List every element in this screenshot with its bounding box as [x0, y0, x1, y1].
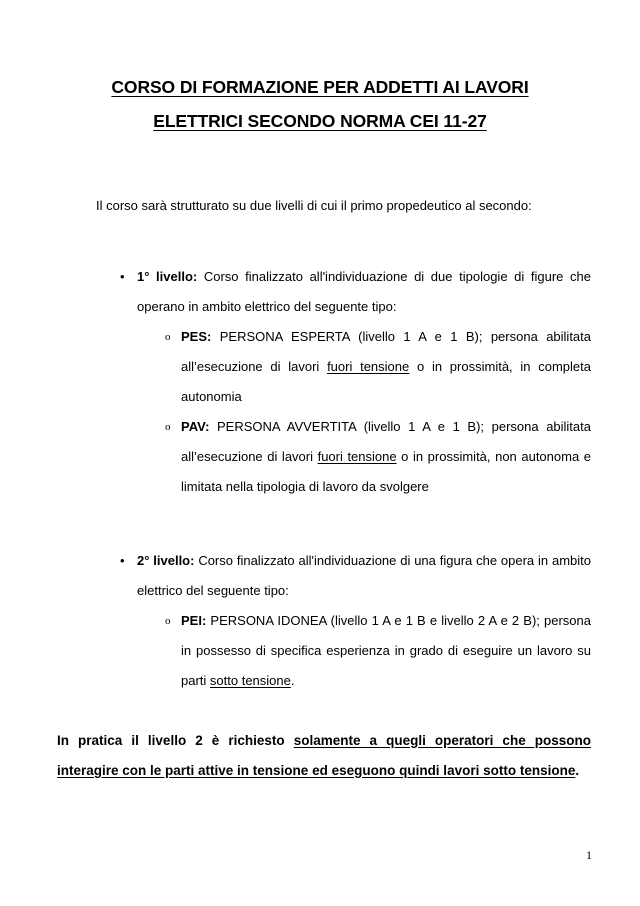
page-title-line-2: ELETTRICI SECONDO NORMA CEI 11-27	[153, 111, 487, 131]
bullet-dot-icon: •	[120, 269, 125, 284]
bullet-circle-icon: o	[165, 331, 171, 343]
bullet-circle-icon: o	[165, 421, 171, 433]
closing-text-plain: In pratica il livello 2 è richiesto	[57, 732, 294, 748]
bullet-item-level-1	[120, 262, 591, 322]
underlined-term-sotto-tensione-pei: sotto tensione	[209, 673, 291, 688]
page-number: 1	[586, 848, 592, 862]
underlined-term-fuori-tensione-pav: fuori tensione	[317, 449, 397, 464]
bullet-text-level-2: Corso finalizzato all'individuazione di una figura che opera in ambito elettrico del seguente tipo:	[137, 553, 591, 598]
sub-item-pes	[165, 322, 591, 412]
sub-list-level-1	[165, 322, 591, 502]
sub-item-pav	[165, 412, 591, 502]
bullet-text-level-1: Corso finalizzato all'individuazione di due tipologie di figure che operano in ambito elettrico del seguente tipo:	[137, 269, 591, 314]
sub-item-label-pav: PAV:	[181, 419, 210, 434]
sub-item-label-pei: PEI:	[181, 613, 207, 628]
closing-text-underlined: solamente a quegli operatori che possono interagire con le parti attive in tensione ed eseguono quindi lavori sotto tensione	[57, 732, 591, 778]
sub-item-label-pes: PES:	[181, 329, 212, 344]
underlined-term-fuori-tensione-pes: fuori tensione	[327, 359, 410, 374]
section-level-1	[120, 262, 591, 502]
page-title-line-1: CORSO DI FORMAZIONE PER ADDETTI AI LAVORI	[111, 77, 529, 97]
sub-list-level-2	[165, 606, 591, 696]
sub-item-pei	[165, 606, 591, 696]
intro-paragraph: Il corso sarà strutturato su due livelli di cui il primo propedeutico al secondo:	[96, 198, 532, 213]
bullet-circle-icon: o	[165, 615, 171, 627]
bullet-label-level-1: 1° livello:	[137, 269, 198, 284]
sub-item-text-pes-before: PERSONA ESPERTA (livello 1 A e 1 B); persona abilitata all’esecuzione di lavori	[181, 329, 591, 374]
sub-item-text-pav-after: o in prossimità, non autonoma e limitata nella tipologia di lavoro da svolgere	[181, 449, 591, 494]
page-title	[50, 70, 590, 138]
bullet-item-level-2	[120, 546, 591, 606]
section-level-2	[120, 546, 591, 696]
closing-text-tail: .	[575, 762, 580, 778]
bullet-dot-icon: •	[120, 553, 125, 568]
bullet-label-level-2: 2° livello:	[137, 553, 195, 568]
sub-item-text-pav-before: PERSONA AVVERTITA (livello 1 A e 1 B); persona abilitata all’esecuzione di lavori	[181, 419, 591, 464]
sub-item-text-pei-before: PERSONA IDONEA (livello 1 A e 1 B e livello 2 A e 2 B); persona in possesso di specifica esperienza in grado di eseguire un lavoro su parti	[181, 613, 591, 688]
closing-paragraph	[57, 726, 591, 786]
sub-item-text-pei-after: .	[290, 673, 295, 688]
sub-item-text-pes-after: o in prossimità, in completa autonomia	[181, 359, 591, 404]
